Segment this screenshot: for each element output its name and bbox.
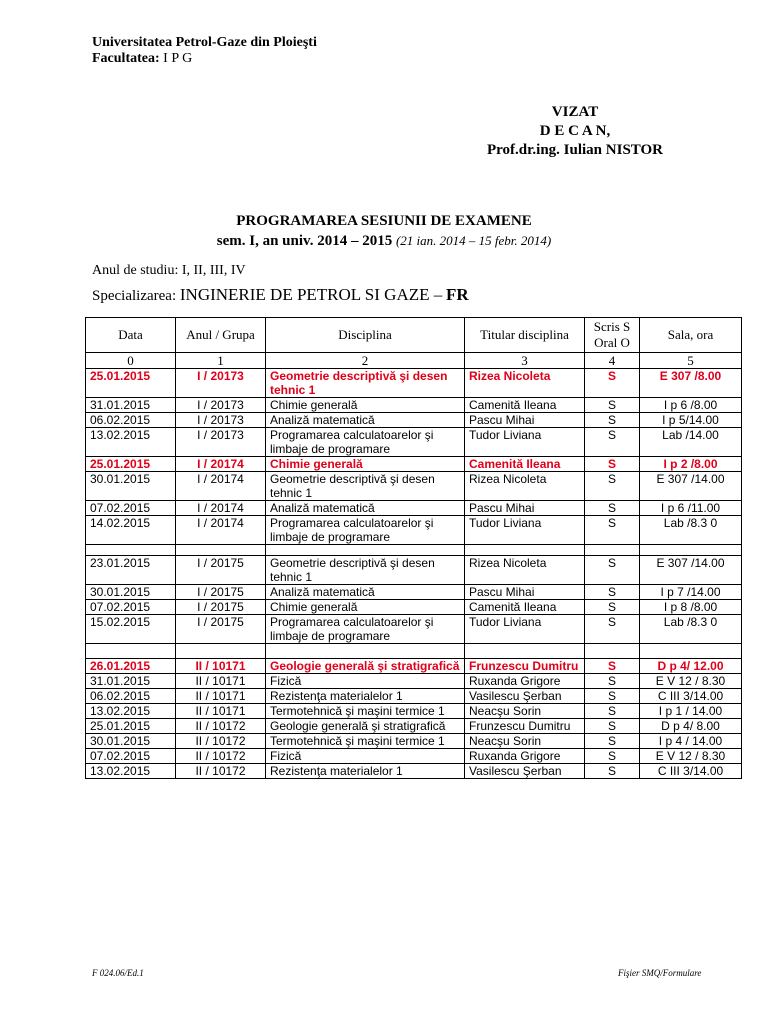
cell-room-time: E 307 /8.00 [640,369,742,398]
cell-room-time: D p 4/ 12.00 [640,659,742,674]
cell-teacher: Rizea Nicoleta [465,369,585,398]
table-row [86,501,742,516]
cell-date: 30.01.2015 [86,472,176,501]
approval-block [470,103,680,160]
cell-discipline: Geometrie descriptivă şi desen tehnic 1 [266,472,465,501]
cell-room-time: I p 5/14.00 [640,413,742,428]
document-subtitle [0,231,768,251]
table-row [86,689,742,704]
cell-teacher: Neacşu Sorin [465,704,585,719]
form-code: F 024.06/Ed.1 [92,968,144,978]
cell-group: I / 20175 [176,600,266,615]
column-number: 0 [86,353,176,369]
column-header-discipline: Disciplina [266,318,465,353]
cell-date: 13.02.2015 [86,764,176,779]
cell-date: 13.02.2015 [86,704,176,719]
cell-teacher: Camenită Ileana [465,398,585,413]
cell-room-time: Lab /14.00 [640,428,742,457]
cell-group: II / 10172 [176,734,266,749]
cell-exam-type: S [585,659,640,674]
cell-group: II / 10172 [176,764,266,779]
cell-discipline: Chimie generală [266,398,465,413]
column-header-exam-type: Scris S Oral O [585,318,640,353]
cell-exam-type: S [585,457,640,472]
cell-group: I / 20173 [176,398,266,413]
cell-date: 07.02.2015 [86,749,176,764]
cell-room-time: I p 1 / 14.00 [640,704,742,719]
cell-room-time: C III 3/14.00 [640,689,742,704]
cell-room-time: E 307 /14.00 [640,556,742,585]
cell-date: 23.01.2015 [86,556,176,585]
cell-room-time: I p 4 / 14.00 [640,734,742,749]
column-header-teacher: Titular disciplina [465,318,585,353]
empty-cell [266,545,465,556]
cell-room-time: I p 8 /8.00 [640,600,742,615]
cell-exam-type: S [585,600,640,615]
cell-room-time: E V 12 / 8.30 [640,749,742,764]
table-row [86,734,742,749]
cell-group: I / 20174 [176,457,266,472]
cell-date: 07.02.2015 [86,501,176,516]
cell-room-time: D p 4/ 8.00 [640,719,742,734]
document-title: PROGRAMAREA SESIUNII DE EXAMENE [236,213,532,229]
cell-teacher: Camenită Ileana [465,600,585,615]
table-row [86,674,742,689]
semester-line: sem. I, an univ. 2014 – 2015 [216,233,393,249]
cell-room-time: E V 12 / 8.30 [640,674,742,689]
cell-discipline: Termotehnică şi maşini termice 1 [266,734,465,749]
table-row [86,457,742,472]
cell-discipline: Rezistenţa materialelor 1 [266,689,465,704]
cell-date: 13.02.2015 [86,428,176,457]
cell-group: I / 20175 [176,585,266,600]
cell-group: I / 20175 [176,615,266,644]
cell-discipline: Analiză matematică [266,585,465,600]
cell-group: I / 20173 [176,428,266,457]
cell-room-time: I p 7 /14.00 [640,585,742,600]
cell-room-time: E 307 /14.00 [640,472,742,501]
empty-cell [640,644,742,659]
table-row [86,764,742,779]
cell-exam-type: S [585,472,640,501]
cell-teacher: Frunzescu Dumitru [465,659,585,674]
cell-teacher: Rizea Nicoleta [465,556,585,585]
cell-teacher: Neacşu Sorin [465,734,585,749]
empty-cell [465,644,585,659]
table-row [86,659,742,674]
table-row [86,585,742,600]
cell-group: I / 20174 [176,516,266,545]
faculty-line [92,50,192,67]
cell-group: I / 20173 [176,369,266,398]
study-years [92,263,246,279]
cell-group: I / 20175 [176,556,266,585]
cell-teacher: Ruxanda Grigore [465,749,585,764]
empty-cell [86,644,176,659]
separator-row [86,644,742,659]
cell-room-time: I p 6 /8.00 [640,398,742,413]
cell-group: II / 10171 [176,689,266,704]
cell-date: 30.01.2015 [86,585,176,600]
cell-room-time: I p 2 /8.00 [640,457,742,472]
column-header-date: Data [86,318,176,353]
faculty-label: Facultatea: [92,51,160,66]
table-row [86,556,742,585]
cell-date: 06.02.2015 [86,413,176,428]
study-years-label: Anul de studiu: [92,263,179,278]
cell-date: 25.01.2015 [86,719,176,734]
table-row [86,719,742,734]
cell-teacher: Tudor Liviana [465,516,585,545]
table-row [86,369,742,398]
column-header-room-time: Sala, ora [640,318,742,353]
column-number-row [86,353,742,369]
cell-discipline: Termotehnică şi maşini termice 1 [266,704,465,719]
cell-teacher: Tudor Liviana [465,428,585,457]
cell-group: II / 10172 [176,749,266,764]
empty-cell [585,545,640,556]
cell-group: II / 10172 [176,719,266,734]
specialization-value: INGINERIE DE PETROL SI GAZE – [179,285,443,304]
cell-teacher: Rizea Nicoleta [465,472,585,501]
specialization [92,285,469,305]
cell-group: II / 10171 [176,704,266,719]
cell-exam-type: S [585,719,640,734]
cell-teacher: Pascu Mihai [465,413,585,428]
cell-discipline: Programarea calculatoarelor şi limbaje de programare [266,516,465,545]
cell-date: 06.02.2015 [86,689,176,704]
cell-group: I / 20174 [176,501,266,516]
cell-discipline: Geologie generală şi stratigrafică [266,719,465,734]
empty-cell [585,644,640,659]
cell-exam-type: S [585,689,640,704]
cell-group: I / 20173 [176,413,266,428]
cell-group: I / 20174 [176,472,266,501]
cell-teacher: Tudor Liviana [465,615,585,644]
cell-room-time: Lab /8.3 0 [640,516,742,545]
cell-teacher: Pascu Mihai [465,501,585,516]
table-header-row [86,318,742,353]
specialization-suffix: FR [446,285,469,304]
cell-teacher: Vasilescu Şerban [465,689,585,704]
cell-date: 25.01.2015 [86,369,176,398]
cell-teacher: Pascu Mihai [465,585,585,600]
cell-exam-type: S [585,615,640,644]
table-row [86,516,742,545]
table-row [86,472,742,501]
cell-teacher: Vasilescu Şerban [465,764,585,779]
cell-discipline: Analiză matematică [266,501,465,516]
cell-teacher: Frunzescu Dumitru [465,719,585,734]
exam-schedule-table [85,317,742,779]
cell-exam-type: S [585,764,640,779]
column-number: 1 [176,353,266,369]
cell-room-time: C III 3/14.00 [640,764,742,779]
table-body [86,369,742,779]
cell-room-time: Lab /8.3 0 [640,615,742,644]
approval-name: Prof.dr.ing. Iulian NISTOR [486,142,664,158]
cell-teacher: Camenită Ileana [465,457,585,472]
cell-teacher: Ruxanda Grigore [465,674,585,689]
cell-exam-type: S [585,369,640,398]
column-number: 2 [266,353,465,369]
table-row [86,704,742,719]
specialization-label: Specializarea: [92,288,177,304]
cell-group: II / 10171 [176,659,266,674]
empty-cell [266,644,465,659]
cell-date: 07.02.2015 [86,600,176,615]
cell-date: 15.02.2015 [86,615,176,644]
column-number: 4 [585,353,640,369]
university-name: Universitatea Petrol-Gaze din Ploieşti [92,35,317,50]
cell-exam-type: S [585,501,640,516]
empty-cell [176,644,266,659]
cell-exam-type: S [585,516,640,545]
empty-cell [176,545,266,556]
cell-date: 31.01.2015 [86,398,176,413]
cell-discipline: Programarea calculatoarelor şi limbaje de programare [266,428,465,457]
cell-exam-type: S [585,428,640,457]
column-number: 5 [640,353,742,369]
cell-exam-type: S [585,704,640,719]
table-row [86,428,742,457]
study-years-value: I, II, III, IV [181,263,246,278]
cell-discipline: Fizică [266,674,465,689]
cell-group: II / 10171 [176,674,266,689]
file-reference: Fişier SMQ/Formulare [618,968,702,978]
cell-discipline: Rezistenţa materialelor 1 [266,764,465,779]
cell-exam-type: S [585,585,640,600]
cell-exam-type: S [585,749,640,764]
cell-date: 26.01.2015 [86,659,176,674]
approval-title: VIZAT [551,104,599,120]
cell-discipline: Programarea calculatoarelor şi limbaje de programare [266,615,465,644]
cell-exam-type: S [585,734,640,749]
cell-date: 31.01.2015 [86,674,176,689]
cell-room-time: I p 6 /11.00 [640,501,742,516]
table-row [86,615,742,644]
faculty-value: I P G [163,51,193,66]
cell-exam-type: S [585,413,640,428]
approval-role: D E C A N, [539,123,611,139]
table-row [86,398,742,413]
empty-cell [86,545,176,556]
column-number: 3 [465,353,585,369]
session-dates: (21 ian. 2014 – 15 febr. 2014) [395,233,552,248]
separator-row [86,545,742,556]
table-row [86,749,742,764]
cell-exam-type: S [585,556,640,585]
cell-discipline: Analiză matematică [266,413,465,428]
cell-discipline: Geologie generală şi stratigrafică [266,659,465,674]
cell-date: 14.02.2015 [86,516,176,545]
empty-cell [465,545,585,556]
cell-exam-type: S [585,398,640,413]
cell-discipline: Geometrie descriptivă şi desen tehnic 1 [266,369,465,398]
cell-date: 25.01.2015 [86,457,176,472]
table-row [86,413,742,428]
cell-discipline: Chimie generală [266,600,465,615]
column-header-group: Anul / Grupa [176,318,266,353]
empty-cell [640,545,742,556]
cell-discipline: Chimie generală [266,457,465,472]
cell-date: 30.01.2015 [86,734,176,749]
cell-discipline: Geometrie descriptivă şi desen tehnic 1 [266,556,465,585]
table-row [86,600,742,615]
cell-discipline: Fizică [266,749,465,764]
cell-exam-type: S [585,674,640,689]
